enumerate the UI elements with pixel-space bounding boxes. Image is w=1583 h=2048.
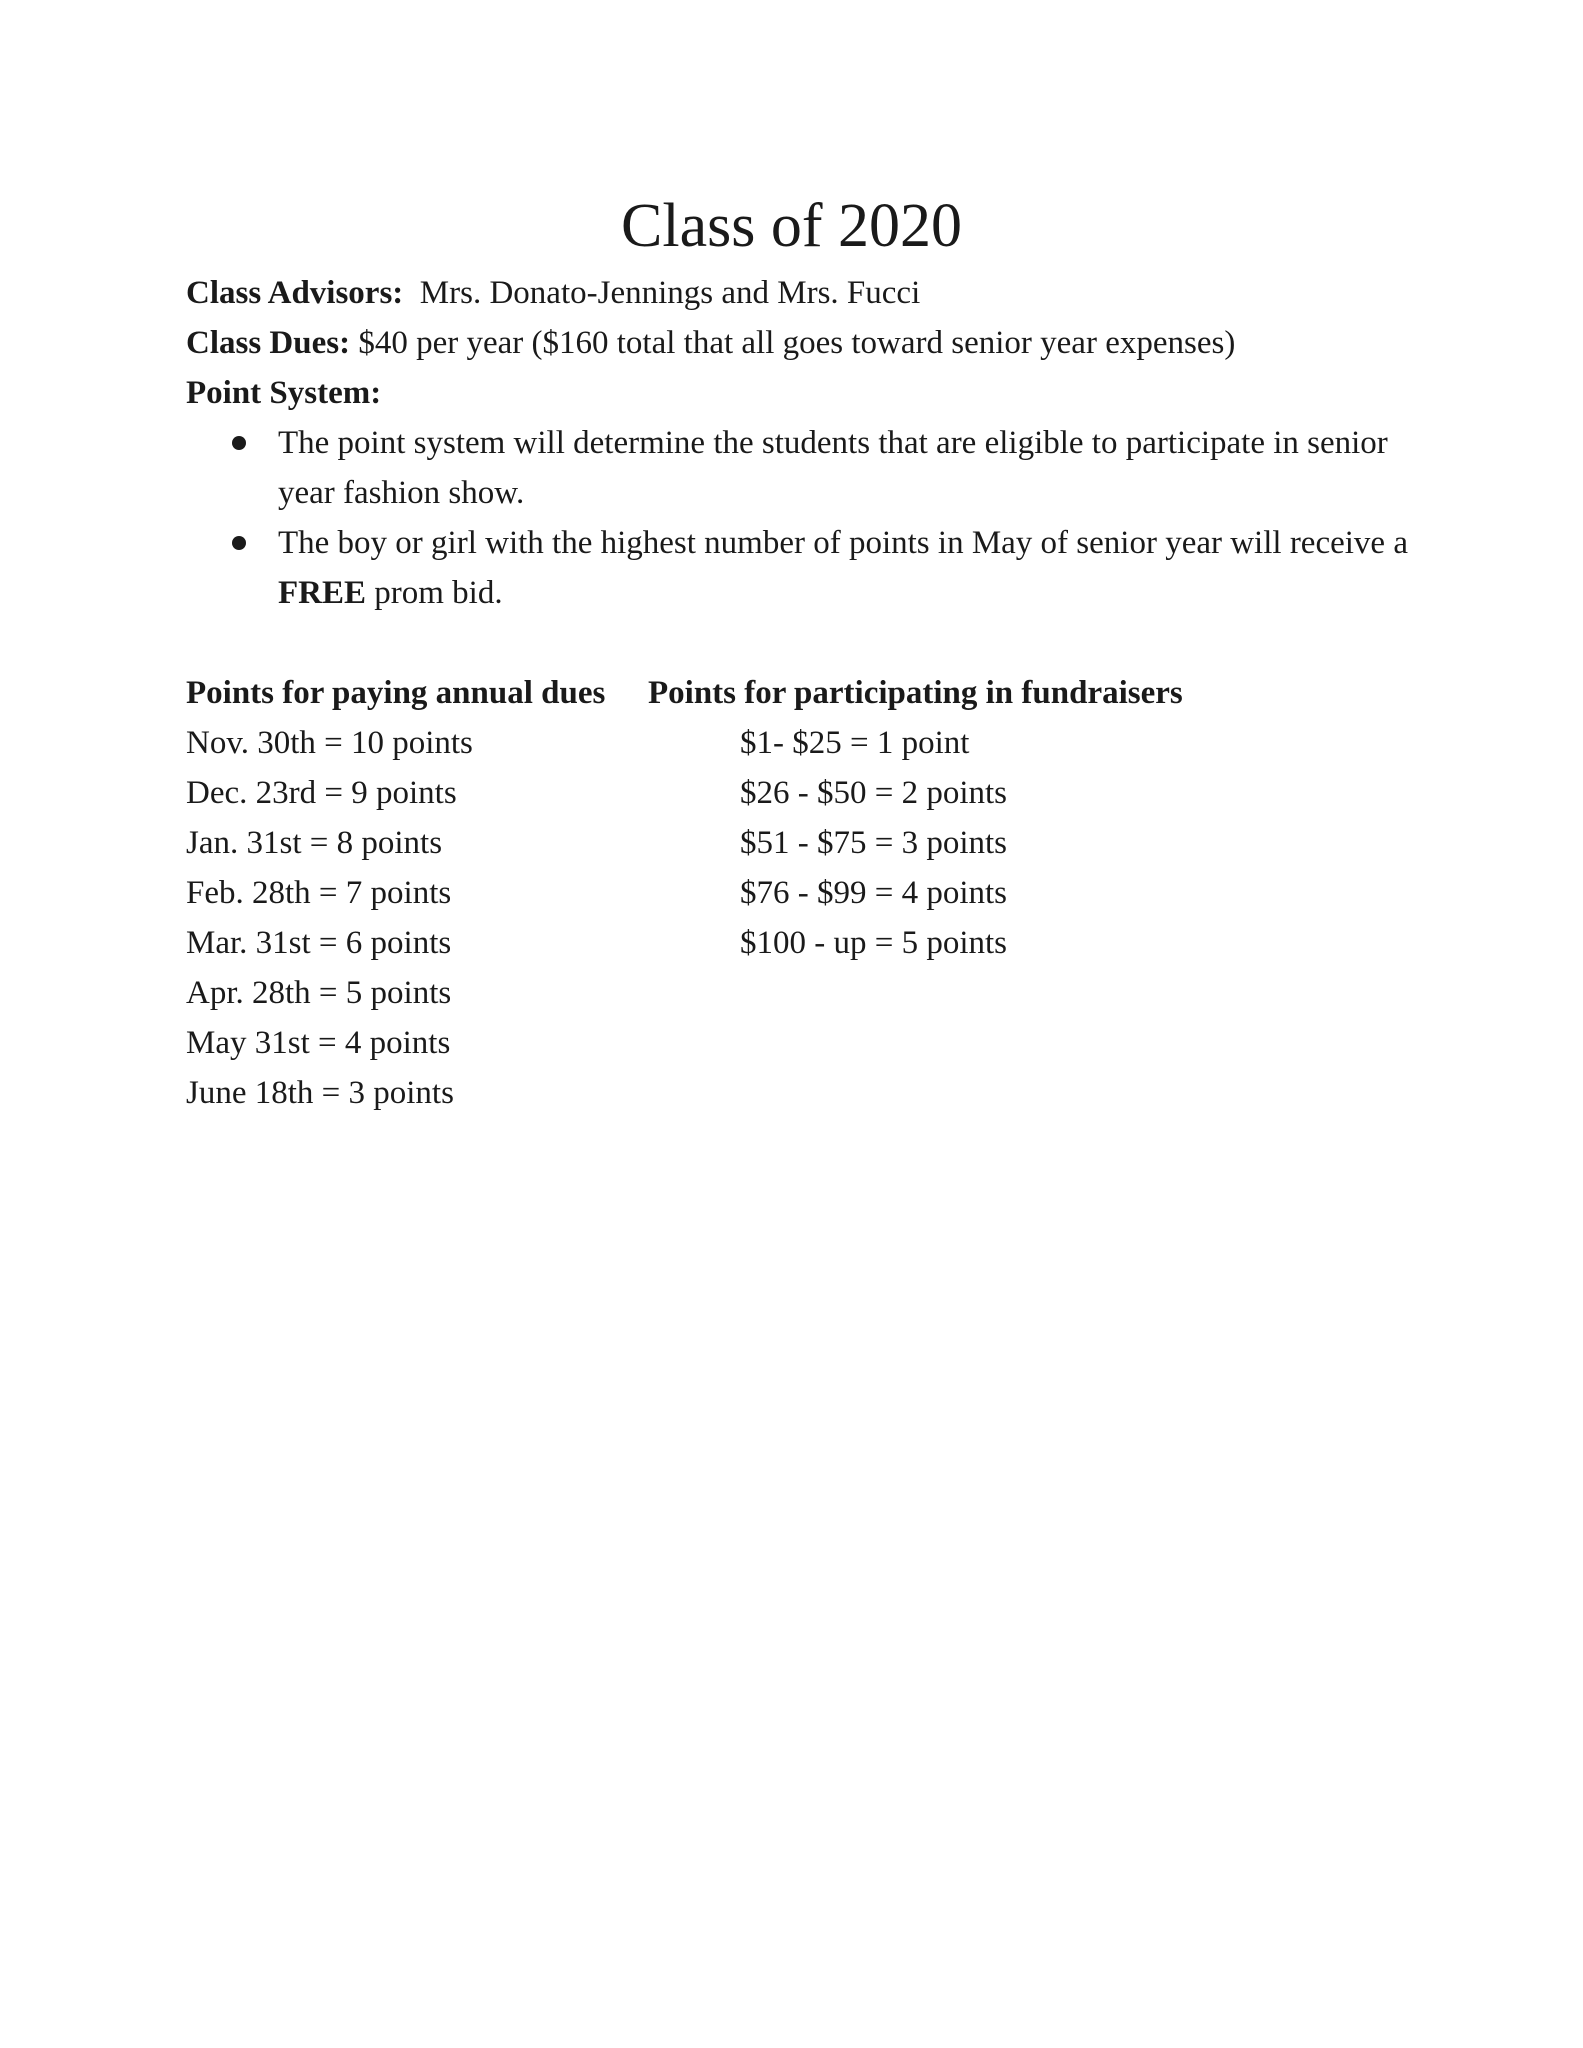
- bullet-dot-icon: [232, 536, 246, 550]
- list-item: Nov. 30th = 10 points: [186, 725, 473, 761]
- list-item: June 18th = 3 points: [186, 1075, 454, 1111]
- free-emphasis: FREE: [278, 575, 367, 611]
- list-item: $100 - up = 5 points: [740, 925, 1008, 961]
- class-dues-line: [186, 318, 1235, 368]
- point-system-heading: [186, 368, 381, 418]
- list-item: Feb. 28th = 7 points: [186, 875, 452, 911]
- fundraisers-heading: Points for participating in fundraisers: [648, 675, 1183, 711]
- class-advisors-label: Class Advisors:: [186, 275, 404, 311]
- fundraisers-list: [740, 718, 1007, 968]
- annual-dues-heading: Points for paying annual dues: [186, 675, 606, 711]
- point-system-label: Point System:: [186, 375, 382, 411]
- list-item: $76 - $99 = 4 points: [740, 875, 1008, 911]
- list-item: Mar. 31st = 6 points: [186, 925, 452, 961]
- list-item: $51 - $75 = 3 points: [740, 825, 1008, 861]
- list-item: May 31st = 4 points: [186, 1025, 451, 1061]
- bullet-text-prom-bid: The boy or girl with the highest number of points in May of senior year will receive a FREE prom bid.: [278, 525, 1408, 611]
- page-title: Class of 2020: [621, 192, 962, 260]
- list-item: Jan. 31st = 8 points: [186, 825, 443, 861]
- list-item: $1- $25 = 1 point: [740, 725, 970, 761]
- class-dues-label: Class Dues:: [186, 325, 351, 361]
- list-item: $26 - $50 = 2 points: [740, 775, 1008, 811]
- class-advisors-value: Mrs. Donato-Jennings and Mrs. Fucci: [419, 275, 921, 311]
- bullet-dot-icon: [232, 436, 246, 450]
- bullet-text-eligibility: The point system will determine the students that are eligible to participate in senior year fashion show.: [278, 425, 1388, 511]
- annual-dues-list: [186, 718, 473, 1118]
- class-advisors-line: [186, 268, 920, 318]
- list-item: Dec. 23rd = 9 points: [186, 775, 457, 811]
- list-item: Apr. 28th = 5 points: [186, 975, 452, 1011]
- class-dues-value: $40 per year ($160 total that all goes toward senior year expenses): [358, 325, 1236, 361]
